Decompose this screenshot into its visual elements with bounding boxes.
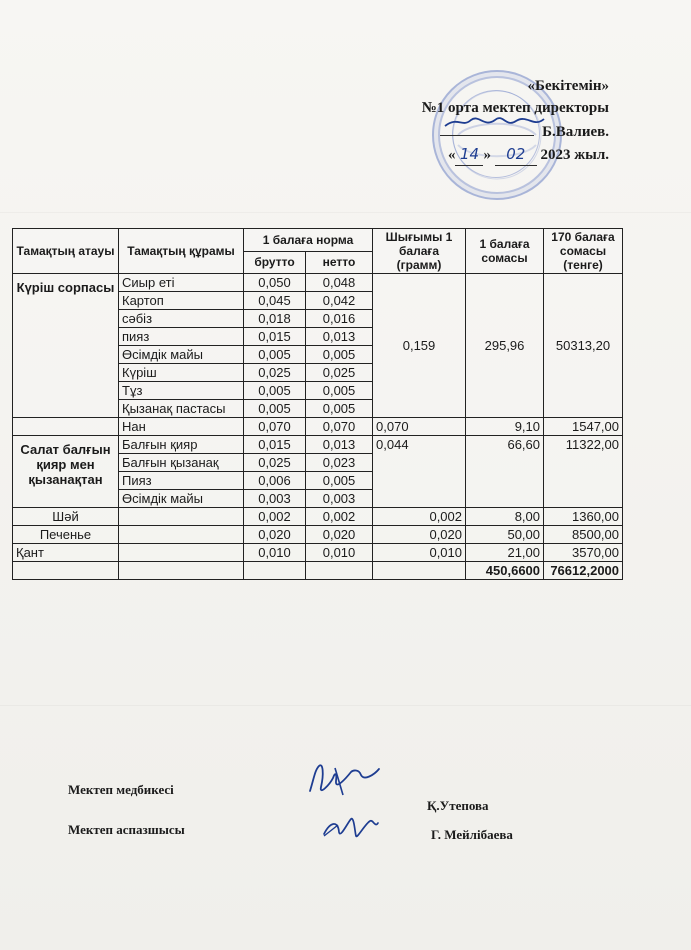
header-cost-170: 170 балаға сомасы (тенге)	[544, 229, 623, 274]
gross-cell: 0,025	[244, 364, 306, 382]
single-item-name-cell: Шәй	[13, 508, 119, 526]
cost-170-cell: 50313,20	[544, 274, 623, 418]
empty-composition-cell	[119, 526, 244, 544]
net-cell: 0,005	[306, 400, 373, 418]
single-item-name-cell: Печенье	[13, 526, 119, 544]
nurse-title: Мектеп медбикесі	[68, 782, 174, 797]
approval-day: 14	[455, 143, 483, 166]
cost-170-cell: 1360,00	[544, 508, 623, 526]
ingredient-cell: Пияз	[119, 472, 244, 490]
usage-cell: 0,044	[373, 436, 466, 508]
gross-cell: 0,010	[244, 544, 306, 562]
totals-row	[13, 562, 623, 580]
gross-cell: 0,020	[244, 526, 306, 544]
cook-signature-icon	[320, 812, 382, 840]
ingredient-cell: сәбіз	[119, 310, 244, 328]
gross-cell: 0,015	[244, 436, 306, 454]
cost-170-cell: 11322,00	[544, 436, 623, 508]
net-cell: 0,003	[306, 490, 373, 508]
director-signature-icon	[440, 110, 550, 134]
empty-total-cell	[119, 562, 244, 580]
total-cost-170-cell: 76612,2000	[544, 562, 623, 580]
cost-one-cell: 50,00	[466, 526, 544, 544]
single-item-name-cell: Қант	[13, 544, 119, 562]
ingredient-cell: Нан	[119, 418, 244, 436]
approval-date-quote-open: «	[447, 147, 456, 163]
dish-name-cell	[13, 418, 119, 436]
usage-cell: 0,070	[373, 418, 466, 436]
cost-one-cell: 9,10	[466, 418, 544, 436]
total-cost-one-cell: 450,6600	[466, 562, 544, 580]
nurse-name: Қ.Утепова	[427, 798, 489, 813]
ingredient-cell: Өсімдік майы	[119, 490, 244, 508]
cost-170-cell: 1547,00	[544, 418, 623, 436]
table-header-row	[13, 229, 623, 252]
director-name: Б.Валиев.	[542, 124, 609, 140]
table-row	[13, 544, 623, 562]
gross-cell: 0,018	[244, 310, 306, 328]
gross-cell: 0,005	[244, 346, 306, 364]
cook-title: Мектеп аспазшысы	[68, 822, 185, 837]
dish-name-cell: Күріш сорпасы	[13, 274, 119, 418]
net-cell: 0,016	[306, 310, 373, 328]
net-cell: 0,013	[306, 328, 373, 346]
header-food-name: Тамақтың атауы	[13, 229, 119, 274]
approval-title: «Бекітемін»	[527, 78, 609, 94]
net-cell: 0,042	[306, 292, 373, 310]
gross-cell: 0,002	[244, 508, 306, 526]
net-cell: 0,005	[306, 472, 373, 490]
header-norm: 1 балаға норма	[244, 229, 373, 252]
gross-cell: 0,005	[244, 382, 306, 400]
empty-composition-cell	[119, 544, 244, 562]
ingredient-cell: Өсімдік майы	[119, 346, 244, 364]
cost-one-cell: 21,00	[466, 544, 544, 562]
cost-one-cell: 295,96	[466, 274, 544, 418]
cost-170-cell: 3570,00	[544, 544, 623, 562]
empty-total-cell	[306, 562, 373, 580]
ingredient-cell: Балғын қызанақ	[119, 454, 244, 472]
header-usage: Шығымы 1 балаға (грамм)	[373, 229, 466, 274]
gross-cell: 0,003	[244, 490, 306, 508]
gross-cell: 0,025	[244, 454, 306, 472]
empty-total-cell	[373, 562, 466, 580]
dish-name-cell: Салат балғын қияр мен қызанақтан	[13, 436, 119, 508]
approval-month: 02	[495, 143, 537, 166]
empty-total-cell	[244, 562, 306, 580]
ingredient-cell: Қызанақ пастасы	[119, 400, 244, 418]
ingredient-cell: Картоп	[119, 292, 244, 310]
header-composition: Тамақтың құрамы	[119, 229, 244, 274]
gross-cell: 0,070	[244, 418, 306, 436]
gross-cell: 0,005	[244, 400, 306, 418]
usage-cell: 0,002	[373, 508, 466, 526]
table-row	[13, 508, 623, 526]
usage-cell: 0,010	[373, 544, 466, 562]
net-cell: 0,025	[306, 364, 373, 382]
table-row	[13, 526, 623, 544]
paper-crease	[0, 705, 691, 706]
empty-composition-cell	[119, 508, 244, 526]
header-cost-one: 1 балаға сомасы	[466, 229, 544, 274]
table-row	[13, 436, 623, 454]
net-cell: 0,005	[306, 382, 373, 400]
usage-cell: 0,020	[373, 526, 466, 544]
net-cell: 0,010	[306, 544, 373, 562]
menu-table	[12, 228, 623, 580]
empty-total-cell	[13, 562, 119, 580]
gross-cell: 0,006	[244, 472, 306, 490]
ingredient-cell: Сиыр еті	[119, 274, 244, 292]
ingredient-cell: Балғын қияр	[119, 436, 244, 454]
gross-cell: 0,045	[244, 292, 306, 310]
ingredient-cell: Тұз	[119, 382, 244, 400]
usage-cell: 0,159	[373, 274, 466, 418]
table-row	[13, 418, 623, 436]
cost-one-cell: 66,60	[466, 436, 544, 508]
net-cell: 0,013	[306, 436, 373, 454]
header-net: нетто	[306, 251, 373, 274]
header-gross: брутто	[244, 251, 306, 274]
approval-position: №1 орта мектеп директоры	[421, 100, 609, 116]
nurse-signature-icon	[305, 760, 385, 800]
net-cell: 0,048	[306, 274, 373, 292]
menu-table-wrapper	[12, 228, 622, 580]
approval-year: 2023 жыл.	[540, 147, 609, 163]
approval-date-quote-close: »	[483, 147, 491, 163]
paper-crease	[0, 212, 691, 213]
cost-170-cell: 8500,00	[544, 526, 623, 544]
net-cell: 0,002	[306, 508, 373, 526]
cost-one-cell: 8,00	[466, 508, 544, 526]
cook-name: Г. Мейлібаева	[431, 827, 513, 842]
ingredient-cell: Күріш	[119, 364, 244, 382]
ingredient-cell: пияз	[119, 328, 244, 346]
approval-date-line	[349, 143, 609, 166]
gross-cell: 0,050	[244, 274, 306, 292]
net-cell: 0,070	[306, 418, 373, 436]
net-cell: 0,005	[306, 346, 373, 364]
net-cell: 0,020	[306, 526, 373, 544]
table-row	[13, 274, 623, 292]
gross-cell: 0,015	[244, 328, 306, 346]
net-cell: 0,023	[306, 454, 373, 472]
